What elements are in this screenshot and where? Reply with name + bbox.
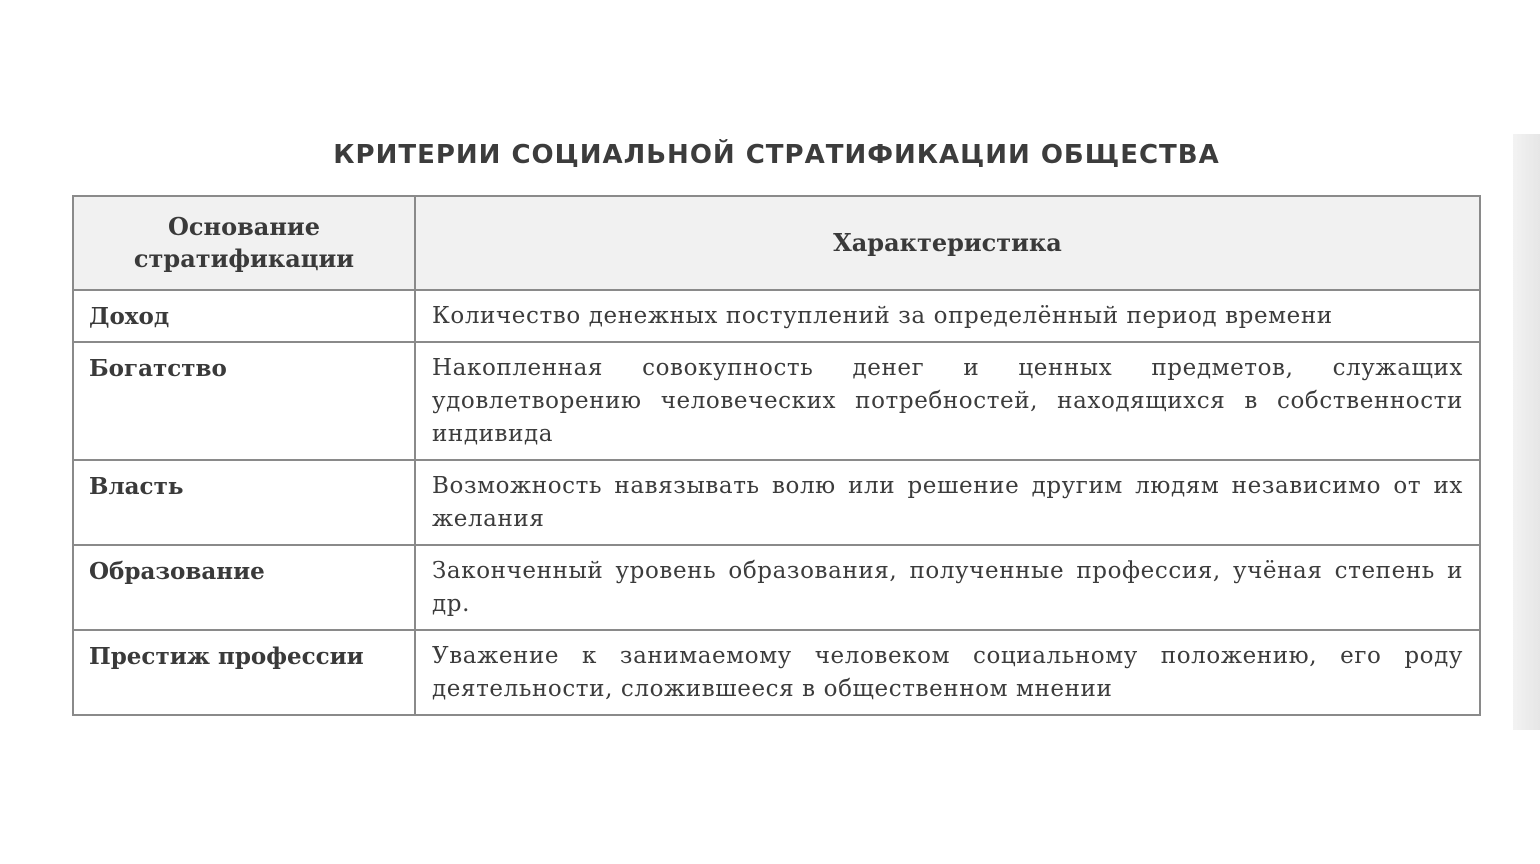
table-row: [73, 630, 1480, 715]
header-basis-line2: стратификации: [133, 244, 355, 273]
table-row: [73, 545, 1480, 630]
row-basis: Власть: [73, 460, 415, 545]
stratification-table: [72, 195, 1481, 716]
header-characteristic: Характеристика: [415, 196, 1480, 290]
row-description: Законченный уровень образования, полученные профессия, учёная степень и др.: [415, 545, 1480, 630]
row-description: Возможность навязывать волю или решение другим людям независимо от их желания: [415, 460, 1480, 545]
row-basis: Престиж профессии: [73, 630, 415, 715]
table-title: КРИТЕРИИ СОЦИАЛЬНОЙ СТРАТИФИКАЦИИ ОБЩЕСТВА: [333, 140, 1220, 170]
row-basis: Образование: [73, 545, 415, 630]
table-row: [73, 290, 1480, 342]
table-row: [73, 460, 1480, 545]
header-row: [73, 196, 1480, 290]
table-row: [73, 342, 1480, 460]
header-basis: [73, 196, 415, 290]
row-basis: Доход: [73, 290, 415, 342]
row-description: Накопленная совокупность денег и ценных предметов, служащих удовлетворению человеческих потребностей, находящихся в собственности индивида: [415, 342, 1480, 460]
row-basis: Богатство: [73, 342, 415, 460]
row-description: Количество денежных поступлений за определённый период времени: [415, 290, 1480, 342]
header-basis-line1: Основание: [168, 212, 320, 241]
page-edge-shadow: [1513, 134, 1540, 730]
row-description: Уважение к занимаемому человеком социальному положению, его роду деятельности, сложившееся в общественном мнении: [415, 630, 1480, 715]
